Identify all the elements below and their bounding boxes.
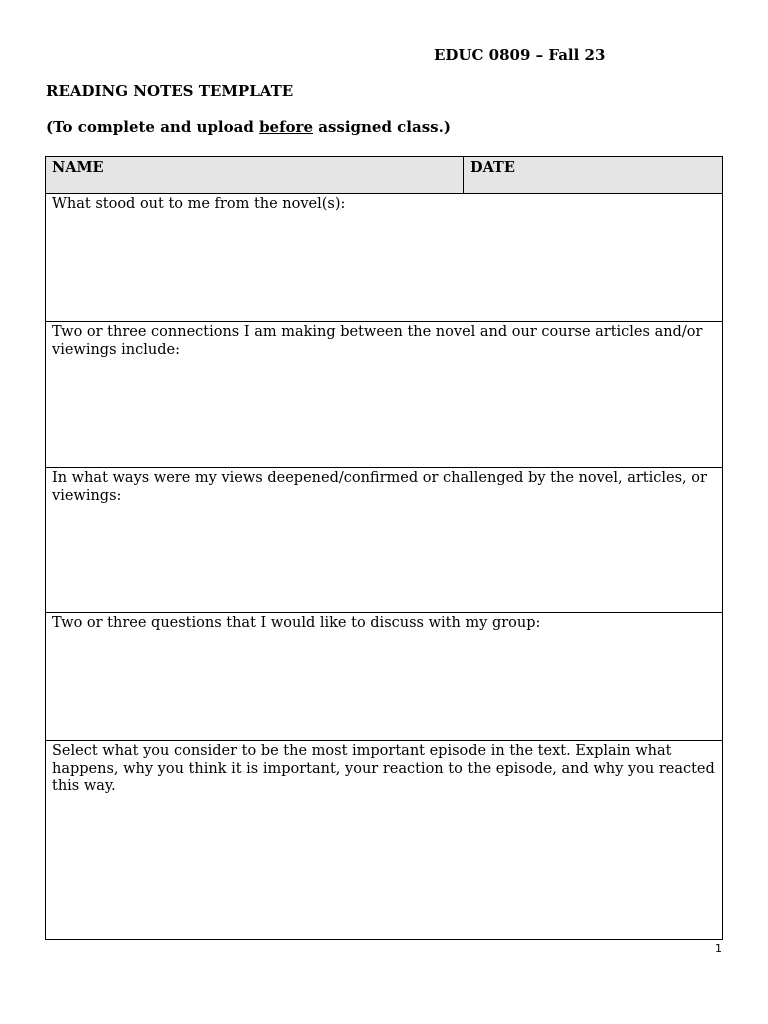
prompt-standout-text: What stood out to me from the novel(s): (52, 196, 346, 212)
prompt-connections-text: Two or three connections I am making between the novel and our course articles and/or viewings include: (52, 324, 703, 358)
upload-instruction (46, 118, 451, 136)
reading-notes-form (45, 156, 723, 940)
prompt-connections-section[interactable] (46, 322, 723, 468)
date-field[interactable] (464, 157, 723, 194)
instruction-text-start: (To complete and upload (46, 118, 260, 136)
date-label: DATE (470, 159, 515, 176)
instruction-emphasis: before (259, 118, 313, 136)
page-number: 1 (715, 942, 722, 955)
instruction-text-end: assigned class.) (313, 118, 451, 136)
prompt-views-section[interactable] (46, 468, 723, 613)
prompt-episode-text: Select what you consider to be the most important episode in the text. Explain what happens, why you think it is important, your reaction to the episode, and why you reacted this way. (52, 743, 715, 794)
name-label: NAME (52, 159, 104, 176)
prompt-questions-text: Two or three questions that I would like to discuss with my group: (52, 615, 541, 631)
prompt-standout-section[interactable] (46, 194, 723, 322)
prompt-questions-section[interactable] (46, 613, 723, 741)
document-title: READING NOTES TEMPLATE (46, 82, 294, 100)
course-code: EDUC 0809 – Fall 23 (434, 46, 606, 64)
name-field[interactable] (46, 157, 464, 194)
prompt-views-text: In what ways were my views deepened/confirmed or challenged by the novel, articles, or viewings: (52, 470, 707, 504)
prompt-episode-section[interactable] (46, 741, 723, 940)
